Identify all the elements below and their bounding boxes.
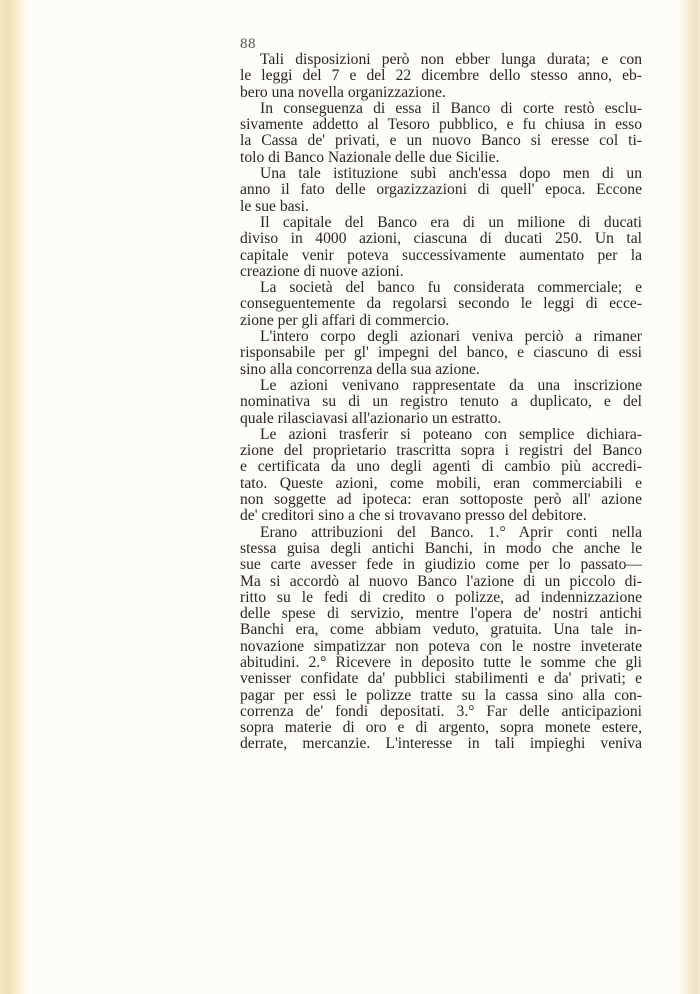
text-line: tato. Queste azioni, come mobili, eran commerciabili e bbox=[240, 474, 642, 492]
text-line: zione del proprietario trascritta sopra i registri del Banco bbox=[240, 442, 642, 460]
text-line: sino alla concorrenza della sua azione. bbox=[240, 360, 480, 378]
text-line: nominativa su di un registro tenuto a duplicato, e del bbox=[240, 393, 642, 411]
text-line: Le azioni trasferir si poteano con semplice dichiara- bbox=[260, 425, 642, 443]
text-line: sopra materie di oro e di argento, sopra monete estere, bbox=[240, 719, 642, 737]
text-line: Erano attribuzioni del Banco. 1.° Aprir conti nella bbox=[260, 523, 642, 541]
text-line: capitale venir poteva successivamente aumentato per la bbox=[240, 246, 642, 264]
text-line: L'intero corpo degli azionari veniva perciò a rimaner bbox=[260, 328, 642, 346]
text-line: sue carte avesser fede in giudizio come per lo passato— bbox=[240, 556, 642, 574]
text-line: zione per gli affari di commercio. bbox=[240, 311, 450, 329]
text-line: In conseguenza di essa il Banco di corte restò esclu- bbox=[260, 99, 642, 117]
text-line: conseguentemente da regolarsi secondo le leggi di ecce- bbox=[240, 295, 642, 313]
text-line: ritto su le fedi di credito o polizze, ad indennizzazione bbox=[240, 588, 642, 606]
text-line: creazione di nuove azioni. bbox=[240, 262, 404, 280]
text-line: derrate, mercanzie. L'interesse in tali impieghi veniva bbox=[240, 735, 642, 753]
text-line: Le azioni venivano rappresentate da una inscrizione bbox=[260, 376, 642, 394]
text-line: correnza de' fondi depositati. 3.° Far delle anticipazioni bbox=[240, 702, 642, 720]
text-line: pagar per essi le polizze tratte su la cassa sino alla con- bbox=[240, 686, 642, 704]
text-line: Banchi era, come abbiam veduto, gratuita. Una tale in- bbox=[240, 621, 642, 639]
text-line: Tali disposizioni però non ebber lunga durata; e con bbox=[260, 51, 642, 68]
text-line: e certificata da uno degli agenti di cambio più accredi- bbox=[240, 458, 642, 476]
text-line: delle spese di servizio, mentre l'opera de' nostri antichi bbox=[240, 605, 642, 623]
text-line: bero una novella organizzazione. bbox=[240, 83, 446, 101]
text-line: stessa guisa degli antichi Banchi, in modo che anche le bbox=[240, 539, 642, 557]
text-line: de' creditori sino a che si trovavano presso del debitore. bbox=[240, 507, 587, 525]
text-line: anno il fato delle orgazizzazioni di quell' epoca. Eccone bbox=[240, 181, 642, 199]
page-edge-shadow-right bbox=[678, 0, 700, 994]
text-line: la Cassa de' privati, e un nuovo Banco si eresse col ti- bbox=[240, 132, 642, 150]
text-line: Ma si accordò al nuovo Banco l'azione di un piccolo di- bbox=[240, 572, 642, 590]
text-line: sivamente addetto al Tesoro pubblico, e fu chiusa in esso bbox=[240, 116, 642, 134]
text-line: risponsabile per gl' impegni del banco, e ciascuno di essi bbox=[240, 344, 642, 362]
text-line: tolo di Banco Nazionale delle due Sicilie. bbox=[240, 148, 500, 166]
text-line: diviso in 4000 azioni, ciascuna di ducati 250. Un tal bbox=[240, 230, 642, 248]
text-line: Il capitale del Banco era di un milione di ducati bbox=[260, 213, 642, 231]
text-line: quale rilasciavasi all'azionario un estratto. bbox=[240, 409, 502, 427]
page-edge-shadow-left bbox=[0, 0, 28, 994]
text-line: abitudini. 2.° Ricevere in deposito tutte le somme che gli bbox=[240, 653, 642, 671]
text-line: Una tale istituzione subì anch'essa dopo men di un bbox=[260, 165, 642, 183]
text-line: le sue basi. bbox=[240, 197, 309, 215]
text-line: non soggette ad ipoteca: eran sottoposte però all' azione bbox=[240, 491, 642, 509]
text-line: venisser confidate da' pubblici stabilimenti e da' privati; e bbox=[240, 670, 642, 688]
text-line: le leggi del 7 e del 22 dicembre dello stesso anno, eb- bbox=[240, 67, 642, 85]
text-line: novazione simpatizzar non poteva con le nostre inveterate bbox=[240, 637, 642, 655]
page-number: 88 bbox=[240, 36, 256, 52]
body-text bbox=[240, 52, 642, 753]
text-line: La società del banco fu considerata commerciale; e bbox=[260, 279, 642, 297]
